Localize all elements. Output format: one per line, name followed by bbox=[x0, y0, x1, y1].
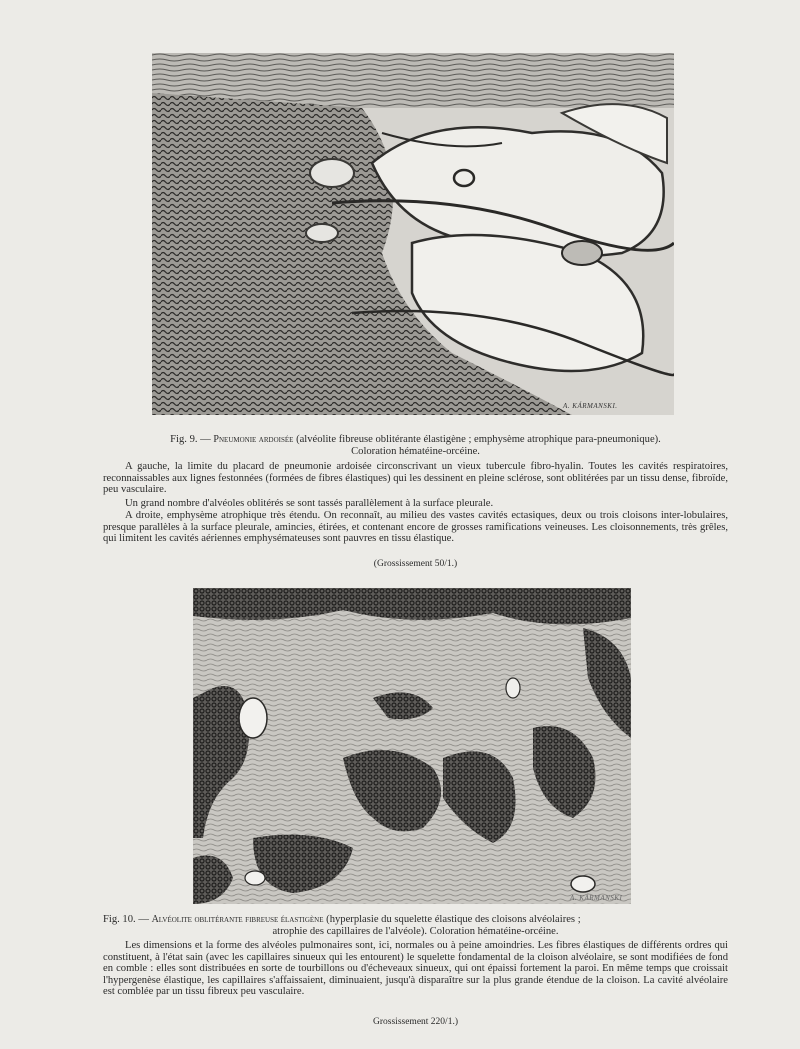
figure-9-paragraph-2: Un grand nombre d'alvéoles oblitérés se sont tassés parallèlement à la surface pleurale. bbox=[125, 498, 494, 509]
figure-10-illustration bbox=[193, 588, 631, 904]
figure-9-paragraph-3: A droite, emphysème atrophique très étendu. On reconnaît, au milieu des vastes cavités ectasiques, deux ou trois cloisons inter-lobulaires, presque parallèles à la surface pleurale, amincies, étirées, et contenant encore de grosses ramifications veineuses. Les cloisonnements, très grêles, qui limitent les cavités aériennes emphysémateuses sont pauvres en tissu élastique. bbox=[103, 510, 728, 545]
figure-10-caption-rest: (hyperplasie du squelette élastique des cloisons alvéolaires ; bbox=[326, 914, 581, 925]
figure-10-caption: Fig. 10. — Alvéolite oblitérante fibreuse élastigène (hyperplasie du squelette élastique des cloisons alvéolaires ; bbox=[103, 914, 581, 925]
figure-9-signature: A. KÁRMANSKI. bbox=[563, 402, 618, 410]
figure-10-signature: A. KÁRMANSKI bbox=[570, 894, 623, 902]
figure-9-illustration bbox=[152, 53, 674, 415]
figure-10-drawing bbox=[193, 588, 631, 904]
figure-10-paragraph-1: Les dimensions et la forme des alvéoles pulmonaires sont, ici, normales ou à peine amoindries. Les fibres élastiques de différents ordres qui constituent, à l'état sain (avec les capillaires sinueux qui les entourent) le squelette fondamental de la cloison alvéolaire, se sont modifiées de fond en comble : elles sont distribuées en sorte de tourbillons ou d'écheveaux sinueux, qui ont épaissi fortement la paroi. En même temps que croissait l'hypergenèse élastique, les capillaires s'affaissaient, diminuaient, jusqu'à disparaître sur la plus grande étendue de la cloison. La cavité alvéolaire est comblée par un tissu fibreux peu vasculaire. bbox=[103, 940, 728, 998]
figure-9-title: Pneumonie ardoisée bbox=[213, 434, 294, 445]
figure-9-label: Fig. 9. bbox=[170, 434, 198, 445]
figure-10-caption-line2: atrophie des capillaires de l'alvéole). Coloration hématéine-orcéine. bbox=[272, 926, 559, 937]
figure-9-caption-line2: Coloration hématéine-orcéine. bbox=[351, 446, 480, 457]
figure-9-paragraph-1: A gauche, la limite du placard de pneumonie ardoisée circonscrivant un vieux tubercule fibro-hyalin. Toutes les cavités respiratoires, reconnaissables aux lignes festonnées (formées de fibres élastiques) qui les dessinent en pleine sclérose, sont oblitérées par un tissu dense, fibroïde, peu vasculaire. bbox=[103, 461, 728, 496]
figure-10-title: Alvéolite oblitérante fibreuse élastigène bbox=[151, 914, 324, 925]
figure-9-caption-rest: (alvéolite fibreuse oblitérante élastigène ; emphysème atrophique para-pneumonique). bbox=[296, 434, 661, 445]
figure-9-magnification: (Grossissement 50/1.) bbox=[373, 559, 458, 569]
figure-10-magnification: Grossissement 220/1.) bbox=[373, 1017, 458, 1027]
figure-9-drawing bbox=[152, 53, 674, 415]
figure-9-caption: Fig. 9. — Pneumonie ardoisée (alvéolite fibreuse oblitérante élastigène ; emphysème atrophique para-pneumonique). bbox=[170, 434, 661, 445]
figure-10-label: Fig. 10. bbox=[103, 914, 136, 925]
